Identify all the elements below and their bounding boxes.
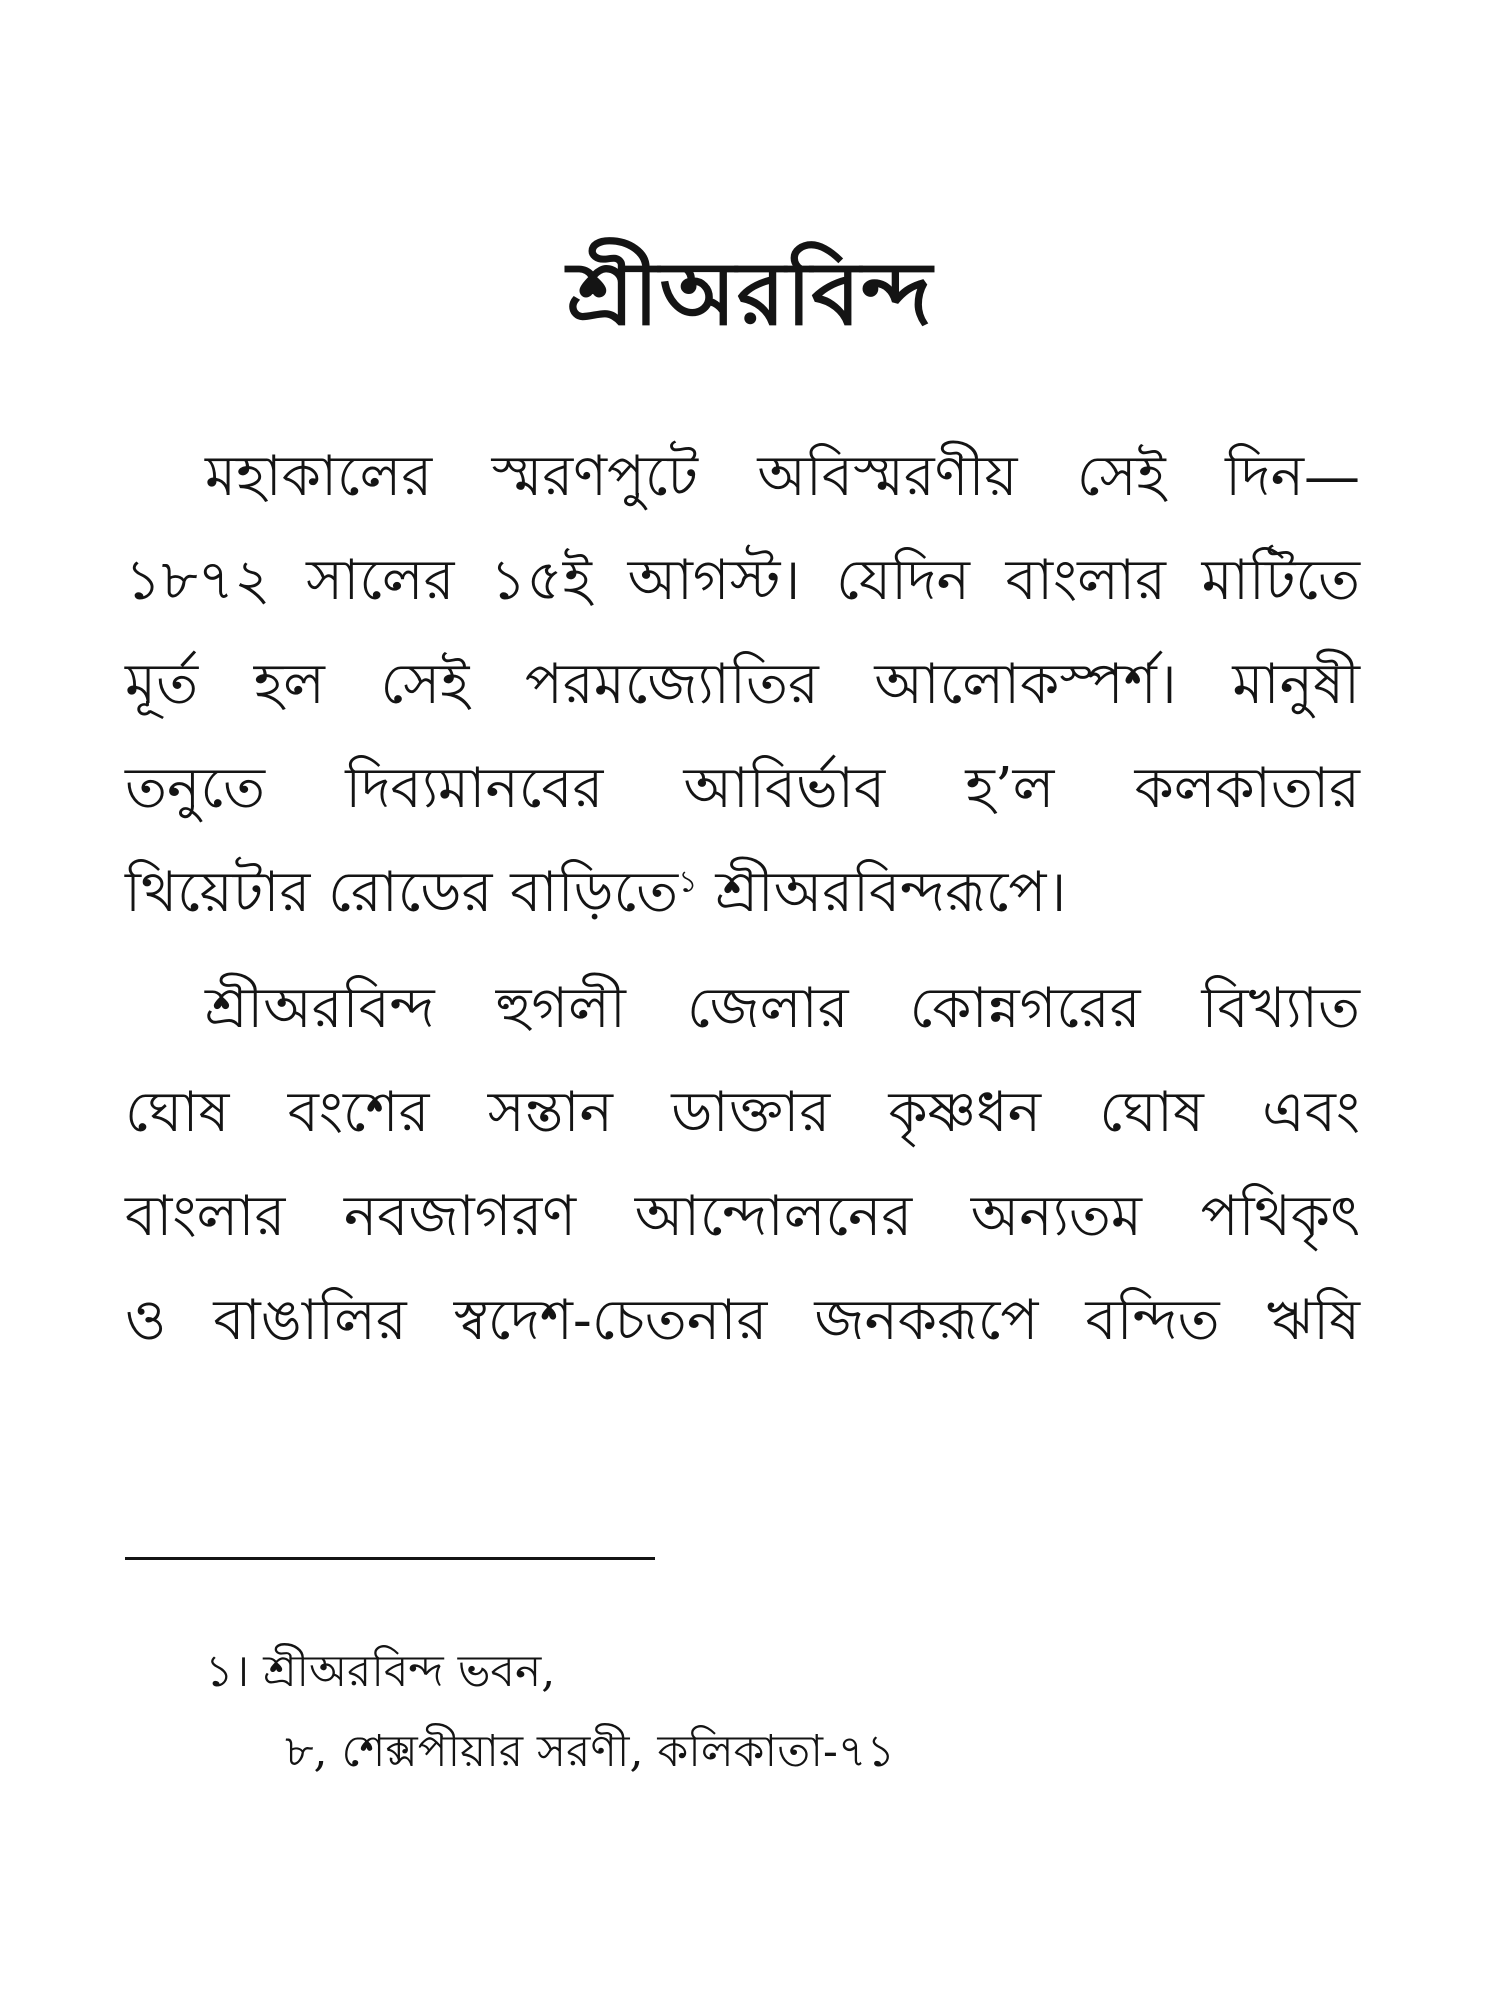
- paragraph-line-text: শ্রীঅরবিন্দরূপে।: [715, 860, 1067, 925]
- paragraph-line: বাংলার নবজাগরণ আন্দোলনের অন্যতম পথিকৃৎ: [125, 1184, 1360, 1249]
- page-title: শ্রীঅরবিন্দ: [567, 241, 933, 345]
- paragraph-line: শ্রীঅরবিন্দ হুগলী জেলার কোন্নগরের বিখ্যাত: [205, 976, 1360, 1041]
- paragraph-line: ও বাঙালির স্বদেশ-চেতনার জনকরূপে বন্দিত ঋষি: [125, 1288, 1360, 1353]
- paragraph-1: [125, 425, 1360, 945]
- footnote-divider: [125, 1557, 655, 1560]
- paragraph-line: মহাকালের স্মরণপুটে অবিস্মরণীয় সেই দিন—: [205, 444, 1360, 509]
- footnote: [205, 1632, 895, 1792]
- paragraph-line-text: থিয়েটার রোডের বাড়িতে: [125, 860, 679, 925]
- footnote-reference[interactable]: ১: [678, 864, 698, 900]
- paragraph-line: মূর্ত হল সেই পরমজ্যোতির আলোকস্পর্শ। মানুষী: [125, 652, 1360, 717]
- paragraph-line: ঘোষ বংশের সন্তান ডাক্তার কৃষ্ণধন ঘোষ এবং: [125, 1080, 1360, 1145]
- paragraph-line: [125, 841, 1360, 945]
- footnote-line: ১। শ্রীঅরবিন্দ ভবন,: [205, 1646, 556, 1697]
- paragraph-line: তনুতে দিব্যমানবের আবির্ভাব হ’ল কলকাতার: [125, 756, 1360, 821]
- paragraph-line: ১৮৭২ সালের ১৫ই আগস্ট। যেদিন বাংলার মাটিতে: [125, 548, 1360, 613]
- footnote-address: ৮, শেক্সপীয়ার সরণী, কলিকাতা-৭১: [285, 1726, 895, 1777]
- paragraph-2: [125, 957, 1360, 1373]
